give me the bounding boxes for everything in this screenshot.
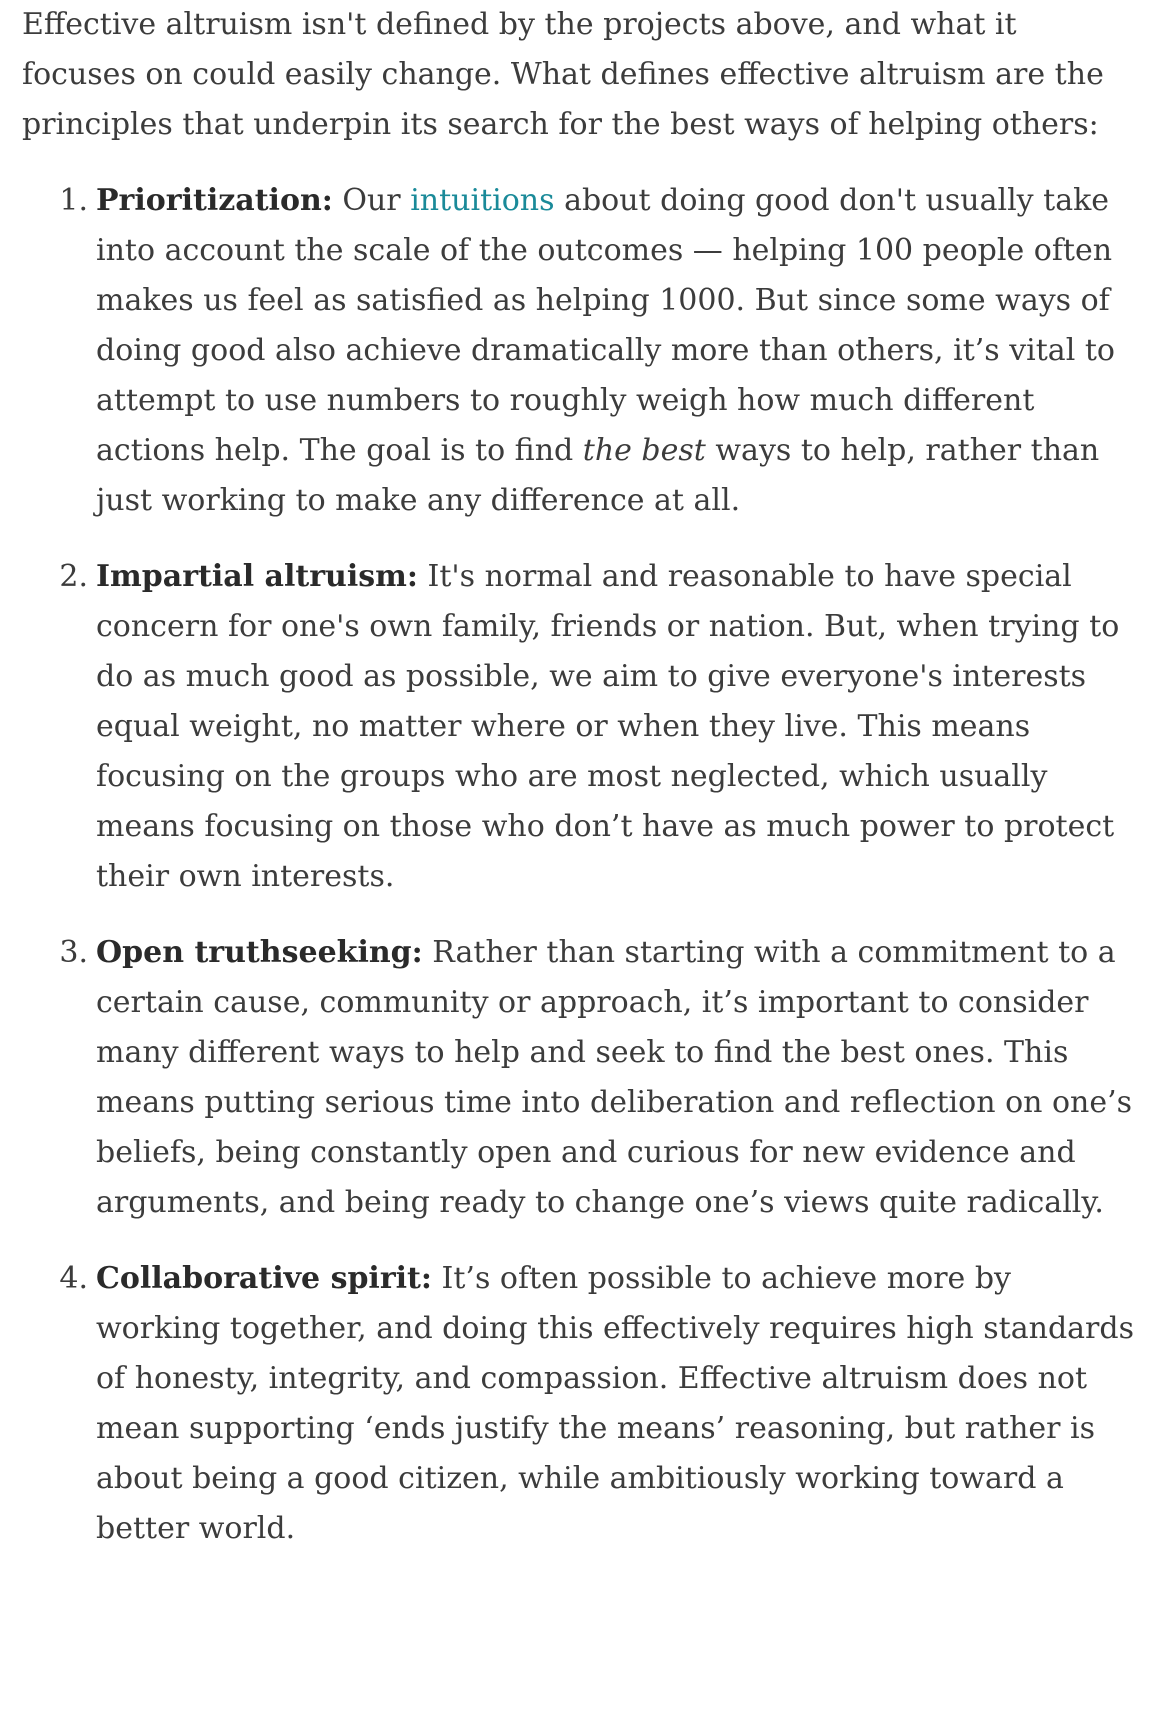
principle-text-segment: Our — [332, 183, 411, 218]
list-number: 2. — [59, 559, 88, 594]
principle-item-open-truthseeking — [22, 928, 1142, 1228]
principle-text — [96, 928, 1142, 1228]
list-number: 1. — [59, 183, 88, 218]
principle-term: Prioritization: — [96, 183, 333, 218]
principle-item-prioritization — [22, 176, 1142, 526]
emphasis-text: the best — [582, 433, 706, 468]
list-number: 3. — [59, 935, 88, 970]
principle-text-segment: It's normal and reasonable to have special concern for one's own family, friends or nation. But, when trying to do as much good as possible, we aim to give everyone's interests equal weight, no matter where or when they live. This means focusing on the groups who are most neglected, which usually means focusing on those who don’t have as much power to protect their own interests. — [96, 559, 1120, 894]
principle-text — [96, 552, 1142, 902]
principle-text-segment: Rather than starting with a commitment to a certain cause, community or approach, it’s important to consider many different ways to help and seek to find the best ones. This means putting serious time into deliberation and reflection on one’s beliefs, being constantly open and curious for new evidence and arguments, and being ready to change one’s views quite radically. — [96, 935, 1133, 1220]
principle-text-segment: It’s often possible to achieve more by working together, and doing this effectively requires high standards of honesty, integrity, and compassion. Effective altruism does not mean supporting ‘ends justify the means’ reasoning, but rather is about being a good citizen, while ambitiously working toward a better world. — [96, 1261, 1134, 1546]
principle-term: Open truthseeking: — [96, 935, 423, 970]
principle-term: Impartial altruism: — [96, 559, 418, 594]
principle-term: Collaborative spirit: — [96, 1261, 432, 1296]
principle-text-segment: about doing good don't usually take into account the scale of the outcomes — helping 100 people often makes us feel as satisfied as helping 1000. But since some ways of doing good also achieve dramatically more than others, it’s vital to attempt to use numbers to roughly weigh how much different actions help. The goal is to find — [96, 183, 1115, 468]
intro-paragraph: Effective altruism isn't defined by the projects above, and what it focuses on could easily change. What defines effective altruism are the principles that underpin its search for the best ways of helping others: — [22, 7, 1104, 142]
principle-text-segment: ways to help, rather than just working to make any difference at all. — [96, 433, 1100, 518]
principle-text — [96, 1254, 1142, 1554]
principle-item-collaborative-spirit — [22, 1254, 1142, 1554]
principles-list — [22, 176, 1134, 1554]
intuitions-link[interactable]: intuitions — [410, 183, 555, 218]
principle-item-impartial-altruism — [22, 552, 1142, 902]
principle-text — [96, 176, 1142, 526]
list-number: 4. — [59, 1261, 88, 1296]
article-body — [22, 0, 1134, 1554]
